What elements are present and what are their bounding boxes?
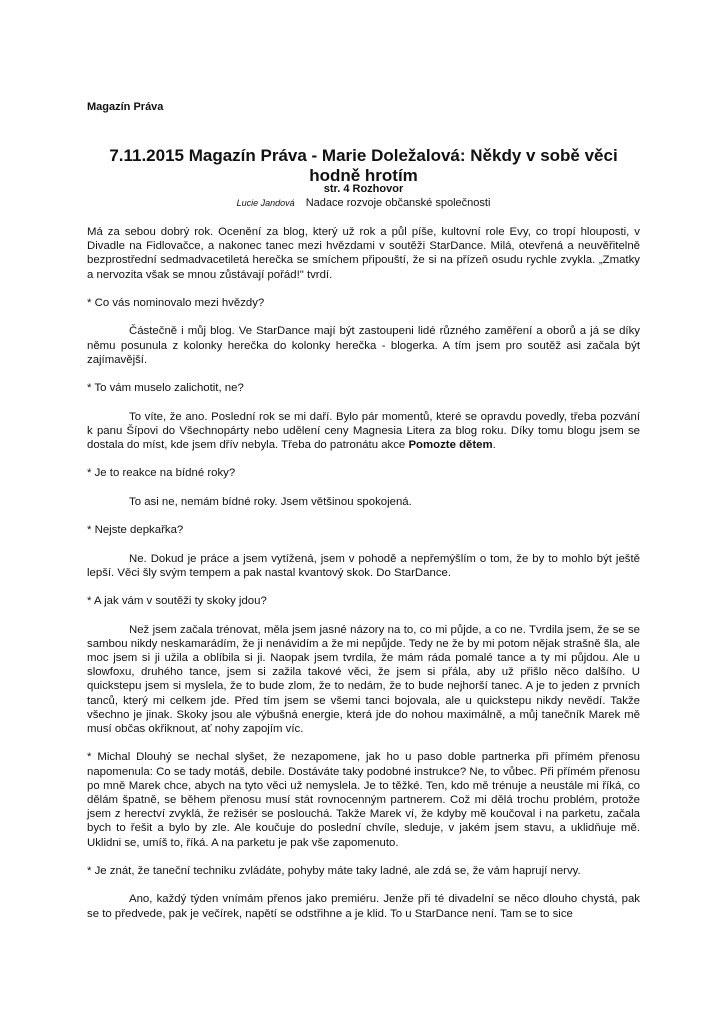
question-2: * To vám muselo zalichotit, ne? (87, 382, 244, 395)
answer-5: Než jsem začala trénovat, měla jsem jasné názory na to, co mi půjde, a co ne. Tvrdila jsem, že se se sambou nikdy neskamarádím, že ji nenávidím a že mi nepůjde. Tedy ne že by mi potom nějak strašně šla, ale moc jsem si ji užila a oblíbila si ji. Naopak jsem tvrdila, že mám ráda pomalé tance a ty mi půjdou. Ale u slowfoxu, druhého tance, jsem si zažila takové věci, že jsem si přála, aby už přišlo něco dalšího. U quickstepu jsem si myslela, že to bude zlom, že to nedám, že to bude nejhorší tanec. A je to jeden z prvních tanců, který mi celkem jde. Před tím jsem se všemi tanci bojovala, ale u quickstepu nikdy nevědí. Takže všechno je jinak. Skoky jsou ale výbušná energie, která jde do nohou maximálně, a můj tanečník Marek mě musí občas okřiknout, ať nohy zapojím víc. (87, 623, 640, 735)
answer-3: To asi ne, nemám bídné roky. Jsem většinou spokojená. (129, 495, 412, 508)
question-1: * Co vás nominovalo mezi hvězdy? (87, 297, 265, 309)
page-section: str. 4 Rozhovor (323, 183, 404, 195)
question-3: * Je to reakce na bídné roky? (87, 467, 236, 480)
answer-2-text: To víte, že ano. Poslední rok se mi daří. Bylo pár momentů, které se opravdu povedly, třeba pozvání k panu Šípovi do Všechnopárty nebo udělení ceny Magnesia Litera za blog roku. Díky tomu blogu jsem se dostala do míst, kde jsem dřív nebyla. Třeba do patronátu akce (87, 410, 640, 451)
question-6: * Michal Dlouhý se nechal slyšet, že nezapomene, jak ho u paso doble partnerka při přímém přenosu napomenula: Co se tady motáš, debile. Dostáváte taky podobné instrukce? Ne, to vůbec. Při přímém přenosu po mně Marek chce, abych na tyto věci už nemyslela. Je to těžké. Ten, kdo mě trénuje a neustále mi říká, co dělám špatně, se během přenosu musí stát rovnocenným partnerem. Což mi dělá trochu problém, protože jsem z herectví zvyklá, že režisér se poslouchá. Takže Marek ví, že kdyby mě koučoval i na parketu, začala bych to řešit a bylo by zle. Ale koučuje do poslední chvíle, sleduje, v jakém jsem stavu, a uklidňuje mě. Uklidni se, umíš to, říká. A na parketu je pak vše zapomenuto. (87, 751, 640, 849)
question-7: * Je znát, že taneční techniku zvládáte, pohyby máte taky ladné, ale zdá se, že vám haprují nervy. (87, 864, 581, 877)
article-body (87, 225, 640, 935)
answer-1: Částečně i můj blog. Ve StarDance mají být zastoupeni lidé různého zaměření a oborů a já se díky němu posunula z kolonky herečka do kolonky herečka - blogerka. A tím jsem pro soutěž asi začala být zajímavější. (87, 325, 640, 366)
answer-7: Ano, každý týden vnímám přenos jako premiéru. Jenže při té divadelní se něco dlouho chystá, pak se to předvede, pak je večírek, napětí se odstřihne a je klid. To u StarDance není. Tam se to sice (87, 893, 640, 920)
author-name: Lucie Jandová (236, 198, 295, 208)
campaign-name: Pomozte dětem (408, 438, 493, 451)
source-label: Magazín Práva (87, 101, 164, 113)
answer-4: Ne. Dokud je práce a jsem vytížená, jsem v pohodě a nepřemýšlím o tom, že by to mohlo být ještě lepší. Věci šly svým tempem a pak nastal kvantový skok. Do StarDance. (87, 552, 640, 579)
byline (87, 197, 640, 209)
answer-2 (87, 410, 640, 453)
lead-paragraph: Má za sebou dobrý rok. Ocenění za blog, který už rok a půl píše, kultovní role Evy, co tropí hlouposti, v Divadle na Fidlovačce, a nakonec tanec mezi hvězdami v soutěži StarDance. Milá, otevřená a neuvěřitelně bezprostřední sedmadvacetiletá herečka se smíchem připouští, že si na přízeň osudu rychle zvykla. „Zmatky a nervozita však se mnou zůstávají pořád!" tvrdí. (87, 226, 640, 281)
question-4: * Nejste depkařka? (87, 524, 184, 537)
question-5: * A jak vám v soutěži ty skoky jdou? (87, 595, 267, 608)
article-title: 7.11.2015 Magazín Práva - Marie Doležalová: Někdy v sobě věci hodně hrotím (109, 146, 618, 185)
answer-2-end: . (492, 438, 496, 451)
organization-name: Nadace rozvoje občanské společnosti (305, 197, 491, 209)
